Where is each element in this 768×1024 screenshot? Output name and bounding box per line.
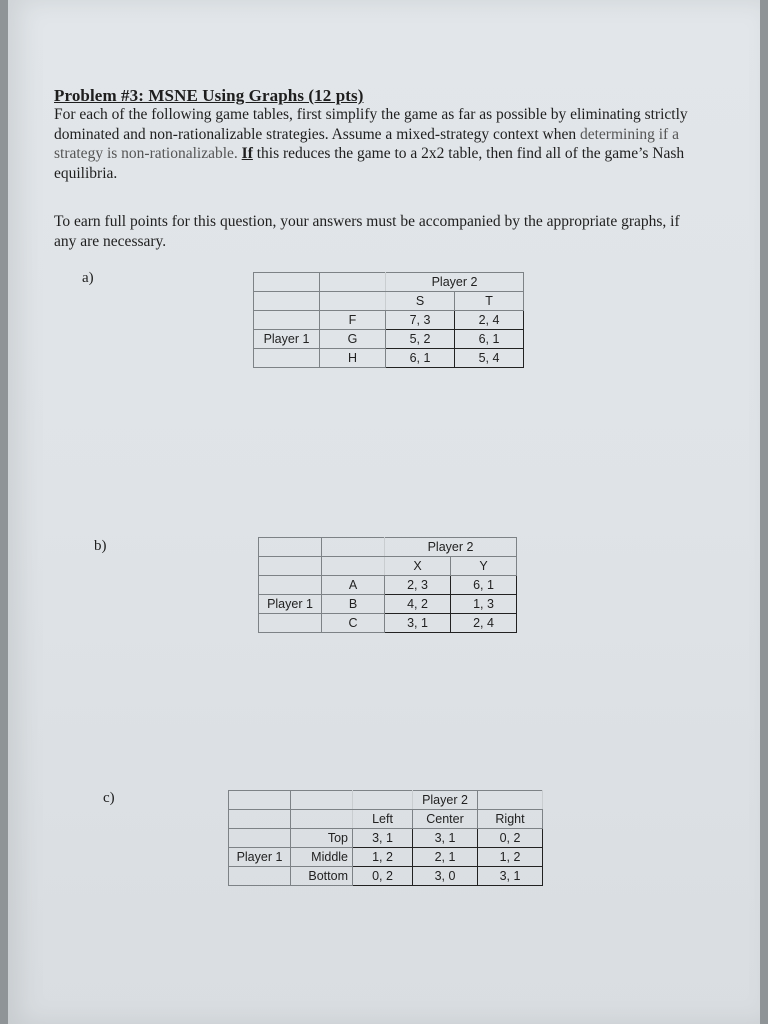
row-strategy: C xyxy=(322,614,385,633)
player2-label: Player 2 xyxy=(386,273,524,292)
game-a-label: a) xyxy=(82,270,94,286)
column-strategy: T xyxy=(455,292,524,311)
table-row xyxy=(254,292,524,311)
payoff-cell: 5, 2 xyxy=(386,330,455,349)
player2-label: Player 2 xyxy=(385,538,517,557)
payoff-cell: 2, 3 xyxy=(385,576,451,595)
payoff-cell: 0, 2 xyxy=(478,829,543,848)
column-strategy: Left xyxy=(353,810,413,829)
table-row xyxy=(259,595,517,614)
row-strategy: A xyxy=(322,576,385,595)
player1-label: Player 1 xyxy=(229,848,291,867)
table-row xyxy=(254,349,524,368)
payoff-cell: 4, 2 xyxy=(385,595,451,614)
table-row xyxy=(254,330,524,349)
row-strategy: Bottom xyxy=(291,867,353,886)
row-strategy: F xyxy=(320,311,386,330)
payoff-cell: 2, 1 xyxy=(413,848,478,867)
row-strategy: Top xyxy=(291,829,353,848)
table-row xyxy=(229,810,543,829)
row-strategy: B xyxy=(322,595,385,614)
row-strategy: H xyxy=(320,349,386,368)
player1-label: Player 1 xyxy=(259,595,322,614)
table-row xyxy=(259,538,517,557)
game-a-table xyxy=(253,272,524,368)
problem-heading: Problem #3: MSNE Using Graphs (12 pts) xyxy=(54,86,364,105)
payoff-cell: 1, 2 xyxy=(353,848,413,867)
game-c-label: c) xyxy=(103,790,115,806)
instructions-part-3: this reduces the game to a 2x2 table, then find all of the game’s Nash equilibria. xyxy=(54,145,685,182)
column-strategy: X xyxy=(385,557,451,576)
column-strategy: S xyxy=(386,292,455,311)
payoff-cell: 6, 1 xyxy=(455,330,524,349)
table-row xyxy=(259,614,517,633)
payoff-cell: 3, 1 xyxy=(353,829,413,848)
payoff-cell: 2, 4 xyxy=(451,614,517,633)
table-row xyxy=(254,311,524,330)
payoff-cell: 3, 0 xyxy=(413,867,478,886)
game-c-table xyxy=(228,790,543,886)
payoff-cell: 6, 1 xyxy=(451,576,517,595)
player2-label: Player 2 xyxy=(413,791,478,810)
table-row xyxy=(229,848,543,867)
instructions-paragraph xyxy=(54,105,724,183)
payoff-cell: 0, 2 xyxy=(353,867,413,886)
table-row xyxy=(229,791,543,810)
payoff-cell: 3, 1 xyxy=(478,867,543,886)
payoff-cell: 3, 1 xyxy=(413,829,478,848)
game-b-label: b) xyxy=(94,538,107,554)
instructions-part-2: determining if a strategy is non-rationalizable. xyxy=(54,125,679,162)
column-strategy: Y xyxy=(451,557,517,576)
table-row xyxy=(259,557,517,576)
table-row xyxy=(229,867,543,886)
payoff-cell: 7, 3 xyxy=(386,311,455,330)
column-strategy: Right xyxy=(478,810,543,829)
column-strategy: Center xyxy=(413,810,478,829)
payoff-cell: 6, 1 xyxy=(386,349,455,368)
payoff-cell: 2, 4 xyxy=(455,311,524,330)
player1-label: Player 1 xyxy=(254,330,320,349)
payoff-cell: 3, 1 xyxy=(385,614,451,633)
payoff-cell: 5, 4 xyxy=(455,349,524,368)
instructions-part-1: For each of the following game tables, first simplify the game as far as possible by eliminating strictly dominated and non-rationalizable strategies. Assume a mixed-strategy context when xyxy=(54,106,688,143)
paper-sheet xyxy=(8,0,760,1024)
game-b-table xyxy=(258,537,517,633)
row-strategy: G xyxy=(320,330,386,349)
instructions-if: If xyxy=(241,145,253,162)
grading-note: To earn full points for this question, your answers must be accompanied by the appropriate graphs, if any are necessary. xyxy=(54,213,680,250)
row-strategy: Middle xyxy=(291,848,353,867)
payoff-cell: 1, 3 xyxy=(451,595,517,614)
table-row xyxy=(259,576,517,595)
table-row xyxy=(229,829,543,848)
payoff-cell: 1, 2 xyxy=(478,848,543,867)
table-row xyxy=(254,273,524,292)
